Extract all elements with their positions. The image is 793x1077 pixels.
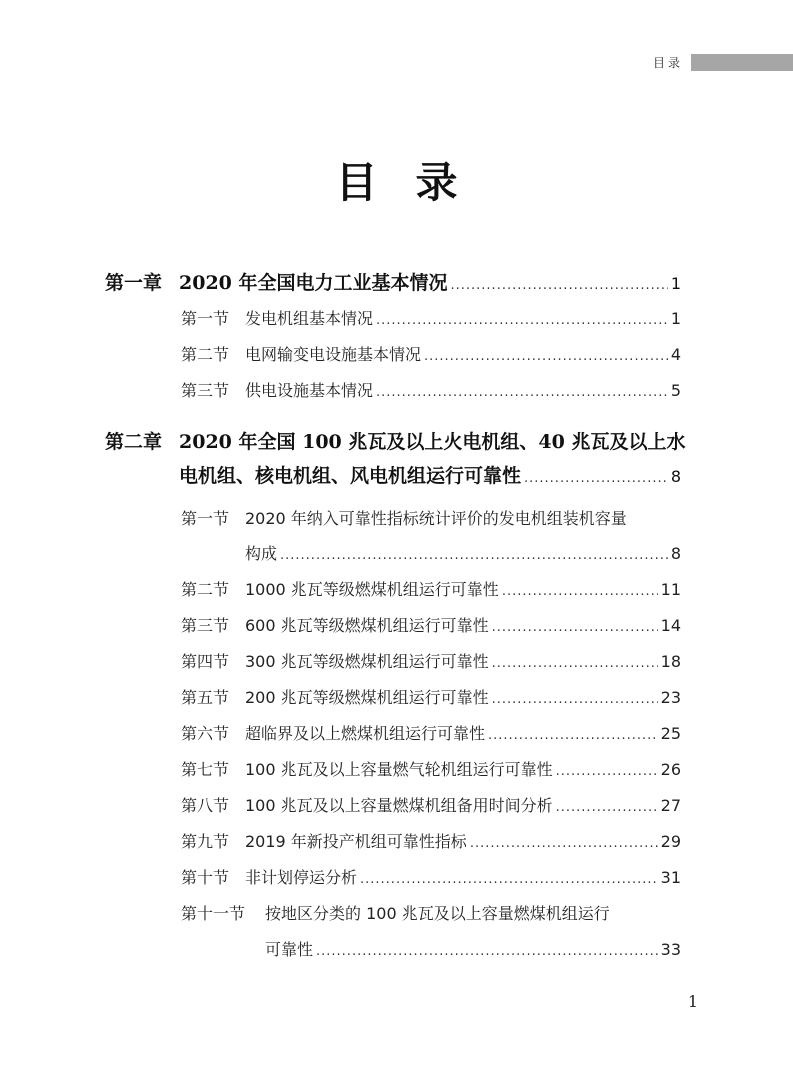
page-ref: 27 bbox=[660, 796, 681, 815]
section-label: 第一节 bbox=[181, 309, 230, 328]
section-title: 200 兆瓦等级燃煤机组运行可靠性 bbox=[245, 688, 489, 707]
page-ref: 8 bbox=[670, 544, 681, 563]
toc-section-1-2[interactable] bbox=[181, 342, 681, 365]
leader-dots bbox=[360, 872, 658, 887]
page-ref: 14 bbox=[660, 616, 681, 635]
toc-section-2-5[interactable] bbox=[181, 685, 681, 708]
chapter-title-line1: 2020 年全国 100 兆瓦及以上火电机组、40 兆瓦及以上水 bbox=[179, 431, 686, 453]
section-label: 第六节 bbox=[181, 724, 230, 743]
leader-dots bbox=[376, 313, 668, 328]
leader-dots bbox=[492, 656, 658, 671]
page-ref: 29 bbox=[660, 832, 681, 851]
chapter-label: 第一章 bbox=[105, 272, 163, 294]
section-label: 第十节 bbox=[181, 868, 230, 887]
leader-dots bbox=[316, 944, 658, 959]
section-title: 超临界及以上燃煤机组运行可靠性 bbox=[245, 724, 486, 743]
toc-section-2-1-line2[interactable] bbox=[245, 541, 681, 564]
section-title: 非计划停运分析 bbox=[245, 868, 358, 887]
section-label: 第十一节 bbox=[181, 904, 246, 923]
section-label: 第九节 bbox=[181, 832, 230, 851]
leader-dots bbox=[280, 548, 668, 563]
running-head-bar bbox=[691, 54, 793, 71]
toc-section-2-7[interactable] bbox=[181, 757, 681, 780]
leader-dots bbox=[492, 620, 658, 635]
page-ref: 18 bbox=[660, 652, 681, 671]
section-title: 100 兆瓦及以上容量燃气轮机组运行可靠性 bbox=[245, 760, 553, 779]
toc-section-1-3[interactable] bbox=[181, 378, 681, 401]
toc-section-2-1-line1[interactable] bbox=[181, 506, 627, 529]
page-ref: 4 bbox=[670, 345, 681, 364]
page-ref: 26 bbox=[660, 760, 681, 779]
section-label: 第三节 bbox=[181, 381, 230, 400]
toc-chapter-2-line2[interactable] bbox=[179, 461, 681, 488]
toc-section-2-10[interactable] bbox=[181, 865, 681, 888]
section-title: 100 兆瓦及以上容量燃煤机组备用时间分析 bbox=[245, 796, 553, 815]
toc-chapter-2-line1[interactable] bbox=[105, 427, 685, 454]
section-label: 第四节 bbox=[181, 652, 230, 671]
leader-dots bbox=[376, 385, 668, 400]
running-head bbox=[653, 52, 793, 72]
section-label: 第五节 bbox=[181, 688, 230, 707]
section-title: 2019 年新投产机组可靠性指标 bbox=[245, 832, 467, 851]
toc-section-2-11-line1[interactable] bbox=[181, 901, 610, 924]
running-head-text: 目录 bbox=[652, 55, 683, 70]
leader-dots bbox=[488, 728, 658, 743]
toc-section-2-9[interactable] bbox=[181, 829, 681, 852]
page-ref: 1 bbox=[670, 309, 681, 328]
section-label: 第三节 bbox=[181, 616, 230, 635]
leader-dots bbox=[424, 349, 668, 364]
page-ref: 25 bbox=[660, 724, 681, 743]
section-label: 第八节 bbox=[181, 796, 230, 815]
section-title: 600 兆瓦等级燃煤机组运行可靠性 bbox=[245, 616, 489, 635]
section-title: 电网输变电设施基本情况 bbox=[245, 345, 422, 364]
section-label: 第二节 bbox=[181, 345, 230, 364]
section-label: 第七节 bbox=[181, 760, 230, 779]
toc-section-2-6[interactable] bbox=[181, 721, 681, 744]
chapter-title: 2020 年全国电力工业基本情况 bbox=[179, 272, 448, 294]
leader-dots bbox=[492, 692, 658, 707]
toc-section-2-8[interactable] bbox=[181, 793, 681, 816]
section-title: 发电机组基本情况 bbox=[245, 309, 374, 328]
toc-section-2-11-line2[interactable] bbox=[265, 937, 681, 960]
page-ref: 11 bbox=[660, 580, 681, 599]
toc-section-1-1[interactable] bbox=[181, 306, 681, 329]
toc-section-2-2[interactable] bbox=[181, 577, 681, 600]
page-ref: 8 bbox=[670, 467, 681, 486]
page-ref: 5 bbox=[670, 381, 681, 400]
section-title-line1: 2020 年纳入可靠性指标统计评价的发电机组装机容量 bbox=[245, 509, 627, 528]
section-title-line1: 按地区分类的 100 兆瓦及以上容量燃煤机组运行 bbox=[265, 904, 610, 923]
chapter-label: 第二章 bbox=[105, 431, 163, 453]
section-title-line2: 可靠性 bbox=[265, 940, 314, 959]
section-label: 第二节 bbox=[181, 580, 230, 599]
leader-dots bbox=[502, 584, 658, 599]
leader-dots bbox=[524, 471, 668, 486]
section-title: 300 兆瓦等级燃煤机组运行可靠性 bbox=[245, 652, 489, 671]
page-ref: 23 bbox=[660, 688, 681, 707]
section-title-line2: 构成 bbox=[245, 544, 278, 563]
leader-dots bbox=[556, 800, 658, 815]
page-ref: 1 bbox=[670, 274, 681, 293]
leader-dots bbox=[451, 278, 668, 293]
page-title: 目录 bbox=[335, 158, 496, 207]
section-title: 1000 兆瓦等级燃煤机组运行可靠性 bbox=[245, 580, 499, 599]
section-title: 供电设施基本情况 bbox=[245, 381, 374, 400]
toc-section-2-3[interactable] bbox=[181, 613, 681, 636]
toc-chapter-1[interactable] bbox=[105, 268, 681, 295]
chapter-title-line2: 电机组、核电机组、风电机组运行可靠性 bbox=[179, 465, 522, 487]
leader-dots bbox=[556, 764, 658, 779]
leader-dots bbox=[470, 836, 658, 851]
page-ref: 31 bbox=[660, 868, 681, 887]
page-number: 1 bbox=[687, 992, 698, 1011]
toc-section-2-4[interactable] bbox=[181, 649, 681, 672]
section-label: 第一节 bbox=[181, 509, 230, 528]
page-ref: 33 bbox=[660, 940, 681, 959]
